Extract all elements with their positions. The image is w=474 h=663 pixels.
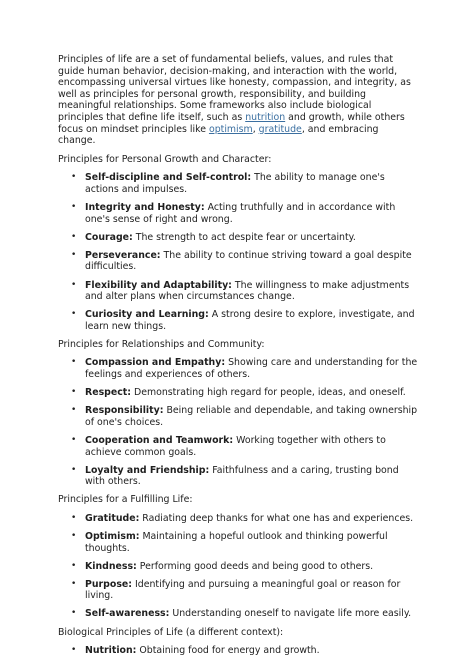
bullet-icon: • bbox=[71, 608, 77, 619]
item-description: Identifying and pursuing a meaningful goal or reason for living. bbox=[85, 578, 401, 602]
intro-text-1: Principles of life are a set of fundamental beliefs, values, and rules that guide human behavior, decision-making, and interaction with the world, encompassing universal virtues like honesty, compassion, and integrity, as well as principles for personal growth, responsibility, and building meaningful relationships. Some frameworks also include biological principles that define life itself, such as bbox=[58, 54, 411, 123]
item-description: Understanding oneself to navigate life more easily. bbox=[169, 608, 412, 620]
item-description: The strength to act despite fear or uncertainty. bbox=[132, 231, 356, 243]
item-description: Radiating deep thanks for what one has and experiences. bbox=[139, 512, 414, 524]
bullet-list bbox=[58, 645, 418, 657]
item-description: The ability to manage one's actions and impulses. bbox=[85, 172, 385, 195]
intro-paragraph bbox=[58, 54, 418, 147]
list-item bbox=[58, 531, 418, 554]
section-heading: Principles for a Fulfilling Life: bbox=[58, 494, 193, 506]
bullet-icon: • bbox=[71, 578, 77, 589]
item-description: The ability to continue striving toward a goal despite difficulties. bbox=[85, 249, 412, 273]
bullet-icon: • bbox=[71, 202, 77, 213]
item-description: Maintaining a hopeful outlook and thinking powerful thoughts. bbox=[85, 531, 388, 554]
list-item bbox=[58, 465, 418, 488]
list-item bbox=[58, 513, 418, 525]
list-item bbox=[58, 357, 418, 380]
section-heading: Principles for Personal Growth and Character: bbox=[58, 153, 272, 165]
item-description: Acting truthfully and in accordance with one's sense of right and wrong. bbox=[85, 202, 396, 225]
intro-text-2: and growth, while others focus on mindset principles like bbox=[58, 111, 405, 135]
list-item bbox=[58, 561, 418, 573]
gratitude-link[interactable]: gratitude bbox=[258, 123, 302, 135]
bullet-icon: • bbox=[71, 309, 77, 320]
item-term: Compassion and Empathy: bbox=[85, 357, 226, 369]
item-description: Working together with others to achieve common goals. bbox=[85, 434, 386, 458]
bullet-list bbox=[58, 172, 418, 332]
section-heading: Principles for Relationships and Community: bbox=[58, 338, 265, 350]
list-item bbox=[58, 232, 418, 244]
item-description: Faithfulness and a caring, trusting bond with others. bbox=[85, 464, 399, 488]
item-term: Integrity and Honesty: bbox=[85, 202, 205, 214]
item-term: Optimism: bbox=[85, 531, 140, 542]
item-description: Being reliable and dependable, and taking ownership of one's choices. bbox=[85, 405, 418, 428]
bullet-icon: • bbox=[71, 249, 77, 260]
list-item bbox=[58, 280, 418, 303]
item-description: A strong desire to explore, investigate, and learn new things. bbox=[85, 309, 415, 332]
list-item bbox=[58, 579, 418, 602]
item-term: Cooperation and Teamwork: bbox=[85, 434, 234, 446]
item-term: Flexibility and Adaptability: bbox=[85, 279, 232, 291]
item-term: Kindness: bbox=[85, 560, 137, 572]
item-term: Self-awareness: bbox=[85, 608, 170, 620]
bullet-list bbox=[58, 513, 418, 620]
list-item bbox=[58, 172, 418, 195]
item-description: The willingness to make adjustments and alter plans when circumstances change. bbox=[85, 279, 410, 303]
bullet-icon: • bbox=[71, 357, 77, 368]
list-item bbox=[58, 435, 418, 458]
bullet-icon: • bbox=[71, 645, 77, 656]
item-term: Nutrition: bbox=[85, 645, 137, 657]
bullet-icon: • bbox=[71, 405, 77, 416]
bullet-icon: • bbox=[71, 512, 77, 523]
item-term: Responsibility: bbox=[85, 405, 164, 417]
bullet-icon: • bbox=[71, 172, 77, 183]
list-item bbox=[58, 405, 418, 428]
optimism-link[interactable]: optimism bbox=[208, 123, 253, 135]
bullet-icon: • bbox=[71, 387, 77, 398]
section-heading: Biological Principles of Life (a different context): bbox=[58, 626, 284, 638]
item-description: Performing good deeds and being good to others. bbox=[136, 560, 374, 572]
bullet-icon: • bbox=[71, 231, 77, 242]
list-item bbox=[58, 645, 418, 657]
bullet-icon: • bbox=[71, 279, 77, 290]
list-item bbox=[58, 608, 418, 620]
item-term: Gratitude: bbox=[85, 512, 140, 524]
list-item bbox=[58, 250, 418, 273]
item-term: Purpose: bbox=[85, 578, 133, 590]
bullet-list bbox=[58, 357, 418, 487]
bullet-icon: • bbox=[71, 531, 77, 541]
bullet-icon: • bbox=[71, 464, 77, 475]
bullet-icon: • bbox=[71, 560, 77, 571]
list-item bbox=[58, 387, 418, 399]
list-item bbox=[58, 202, 418, 225]
item-term: Respect: bbox=[85, 387, 132, 399]
nutrition-link[interactable]: nutrition bbox=[245, 111, 286, 123]
item-term: Perseverance: bbox=[85, 249, 161, 261]
list-item bbox=[58, 309, 418, 332]
item-term: Self-discipline and Self-control: bbox=[85, 172, 252, 184]
item-description: Obtaining food for energy and growth. bbox=[136, 645, 320, 657]
item-term: Loyalty and Friendship: bbox=[85, 464, 210, 476]
item-description: Showing care and understanding for the feelings and experiences of others. bbox=[85, 357, 418, 381]
item-description: Demonstrating high regard for people, ideas, and oneself. bbox=[131, 387, 406, 399]
item-term: Courage: bbox=[85, 231, 133, 243]
bullet-icon: • bbox=[71, 434, 77, 445]
intro-text-3: , and embracing change. bbox=[58, 123, 379, 147]
sections-container bbox=[58, 154, 418, 657]
item-term: Curiosity and Learning: bbox=[85, 309, 209, 321]
intro-separator: , bbox=[252, 123, 259, 135]
document-page bbox=[58, 54, 418, 663]
